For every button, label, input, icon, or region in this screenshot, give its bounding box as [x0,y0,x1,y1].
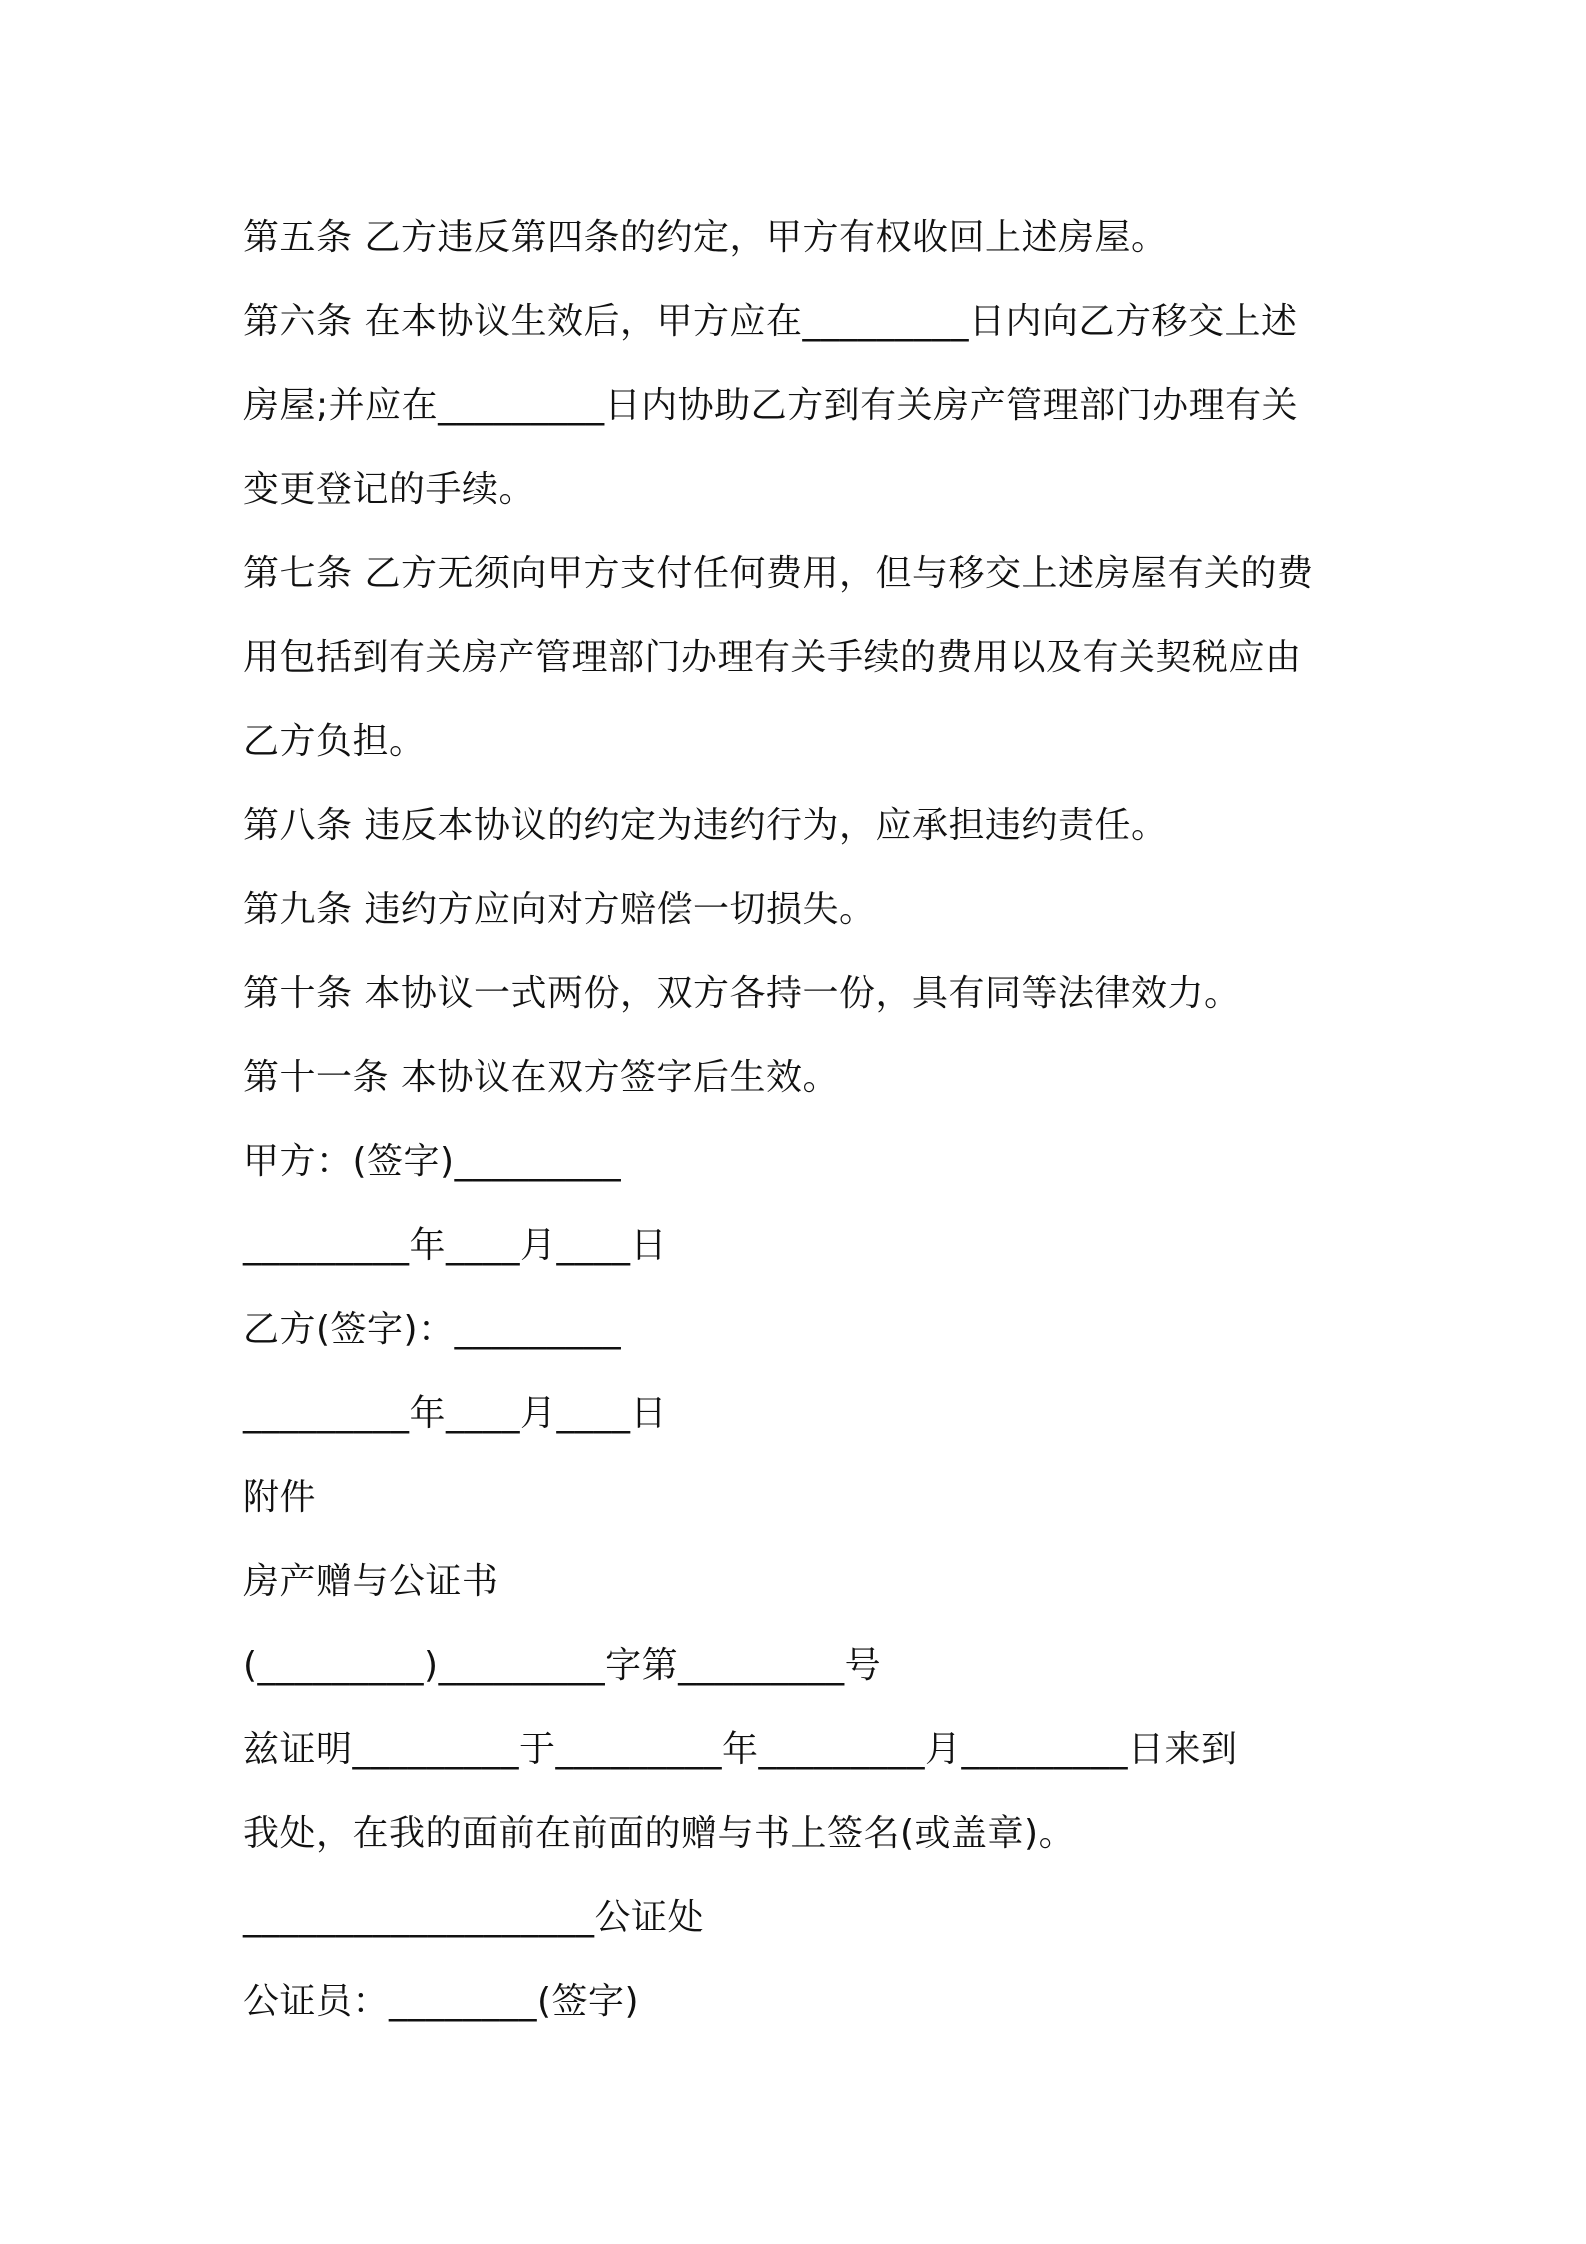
party-a-signature-line: 甲方：(签字)_________ [243,1141,622,1182]
article-9-text: 第九条 违约方应向对方赔偿一切损失。 [243,889,876,930]
document-page [243,196,1373,2044]
certification-text-line-2: 我处，在我的面前在前面的赠与书上签名(或盖章)。 [243,1813,1076,1854]
attachment-heading: 附件 [243,1477,317,1518]
article-7-text-line-2: 用包括到有关房产管理部门办理有关手续的费用以及有关契税应由 [243,637,1302,678]
article-11-text: 第十一条 本协议在双方签字后生效。 [243,1057,839,1098]
article-6-text-line-2: 房屋;并应在_________日内协助乙方到有关房产管理部门办理有关 [243,385,1299,426]
notary-signature-line: 公证员：________(签字) [243,1981,640,2022]
article-10-text: 第十条 本协议一式两份，双方各持一份，具有同等法律效力。 [243,973,1241,1014]
party-b-signature-line: 乙方(签字)：_________ [243,1309,622,1350]
article-6-text-line-1: 第六条 在本协议生效后，甲方应在_________日内向乙方移交上述 [243,301,1298,342]
article-6-text-line-3: 变更登记的手续。 [243,469,536,510]
notarization-title: 房产赠与公证书 [243,1561,499,1602]
certificate-number-line: (_________)_________字第_________号 [243,1645,882,1686]
article-7-text-line-3: 乙方负担。 [243,721,426,762]
certification-text-line-1: 兹证明_________于_________年_________月_________日来到 [243,1729,1238,1770]
notary-office-line: ___________________公证处 [243,1897,705,1938]
article-8-text: 第八条 违反本协议的约定为违约行为，应承担违约责任。 [243,805,1168,846]
party-b-date-line: _________年____月____日 [243,1393,667,1434]
party-a-date-line: _________年____月____日 [243,1225,667,1266]
article-7-text-line-1: 第七条 乙方无须向甲方支付任何费用，但与移交上述房屋有关的费 [243,553,1314,594]
article-5-text: 第五条 乙方违反第四条的约定，甲方有权收回上述房屋。 [243,217,1168,258]
